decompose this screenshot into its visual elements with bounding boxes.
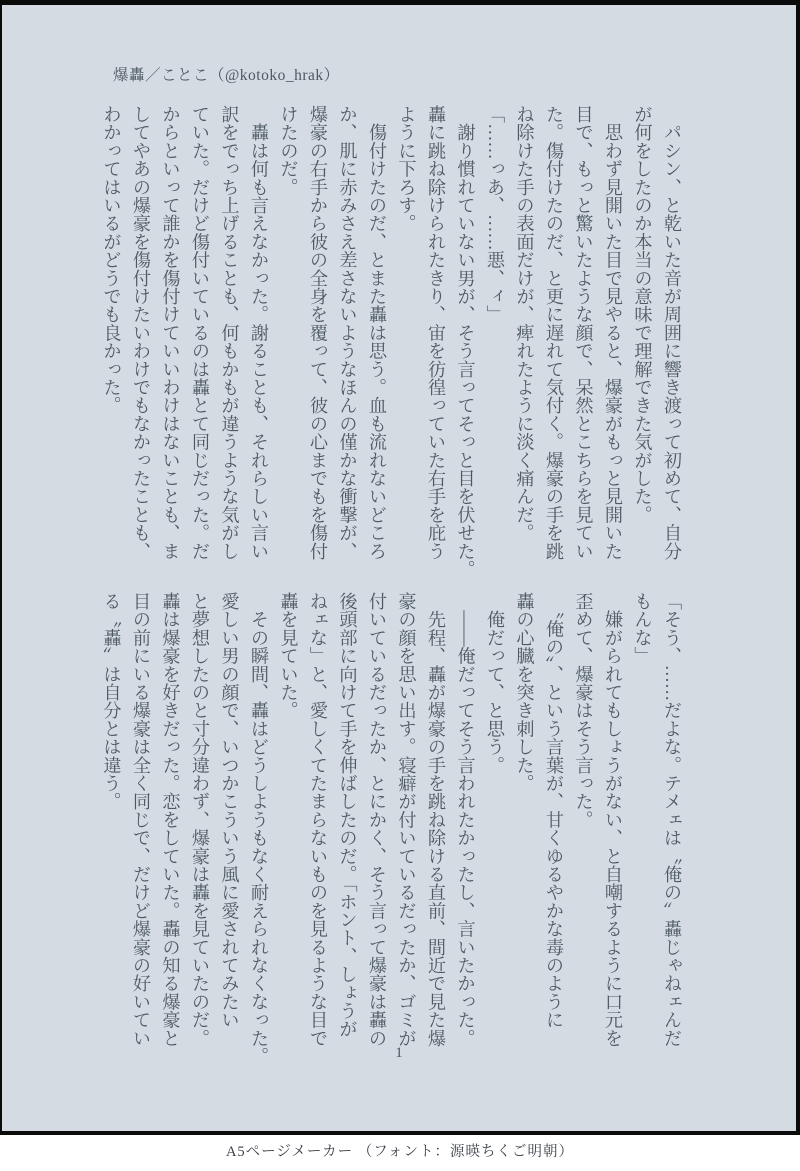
generator-note: A5ページメーカー （フォント：源暎ちくご明朝） <box>0 1140 800 1161</box>
text-line: 謝り慣れていない男が、そう言ってそっと目を伏せた。 <box>455 105 476 579</box>
text-line: からといって誰かを傷付けていいわけはないことも、ま <box>160 105 181 560</box>
text-line: パシン、と乾いた音が周囲に響き渡って初めて、自分 <box>662 105 682 560</box>
text-line: 目の前にいる爆豪は全く同じで、だけど爆豪の好いてい <box>131 592 151 1047</box>
text-block-upper <box>96 105 686 581</box>
text-line: けたのだ。 <box>278 105 299 196</box>
text-line: 付いているだったか、とにかく、そう言って爆豪は轟の <box>367 592 387 1047</box>
text-line: 轟は爆豪を好きだった。恋をしていた。轟の知る爆豪と <box>160 592 181 1047</box>
text-line: 訳をでっち上げることも、何もかもが違うような気がし <box>219 105 240 560</box>
text-line: 轟の心臓を突き刺した。 <box>514 592 535 793</box>
page-title: 爆轟／ことこ（@kotoko_hrak） <box>113 67 340 84</box>
text-line: ――俺だってそう言われたかったし、言いたかった。 <box>455 592 476 1047</box>
text-line: た。傷付けたのだ、と更に遅れて気付く。爆豪の手を跳 <box>544 105 564 560</box>
text-line: と夢想したのと寸分違わず、爆豪は轟を見ていたのだ。 <box>190 592 210 1047</box>
text-line: その瞬間、轟はどうしようもなく耐えられなくなった。 <box>249 592 269 1066</box>
text-line: 「……っあ、……悪、ィ」 <box>485 105 505 324</box>
text-block-lower <box>96 592 686 1068</box>
text-line: 豪の顔を思い出す。寝癖が付いているだったか、ゴミが <box>396 592 417 1047</box>
text-line: 嫌がられてもしょうがない、と自嘲するように口元を <box>603 592 623 1047</box>
text-line: 爆豪の右手から彼の全身を覆って、彼の心までもを傷付 <box>308 105 328 560</box>
text-line: してやあの爆豪を傷付けたいわけでもなかったことも、 <box>131 105 151 560</box>
text-line: 後頭部に向けて手を伸ばしたのだ。「ホント、しょうが <box>337 592 358 1038</box>
text-line: わかってはいるがどうでも良かった。 <box>101 105 122 415</box>
text-line: か、肌に赤みさえ差さないようなほんの僅かな衝撃が、 <box>337 105 358 560</box>
text-line: 〝俺の〟、という言葉が、甘くゆるやかな毒のように <box>544 592 564 1029</box>
text-line: ねェな」と、愛しくてたまらないものを見るような目で <box>308 592 328 1047</box>
text-line: る〝轟〟は自分とは違う。 <box>101 592 122 811</box>
text-line: ね除けた手の表面だけが、痺れたように淡く痛んだ。 <box>514 105 535 542</box>
text-line: 轟は何も言えなかった。謝ることも、それらしい言い <box>249 105 269 560</box>
text-line: 歪めて、爆豪はそう言った。 <box>573 592 594 829</box>
text-line: ていた。だけど傷付いているのは轟とて同じだった。だ <box>190 105 210 560</box>
text-line: 轟に跳ね除けられたきり、宙を彷徨っていた右手を庇う <box>426 105 446 560</box>
text-line: 「そう、……だよな。テメェは〝俺の〟轟じゃねェんだ <box>662 592 682 1047</box>
text-line: ように下ろす。 <box>396 105 417 233</box>
text-line: 愛しい男の顔で、いつかこういう風に愛されてみたい <box>219 592 240 1029</box>
text-line: 轟を見ていた。 <box>278 592 299 720</box>
page-number: 1 <box>395 1045 403 1061</box>
text-line: 思わず見開いた目で見やると、爆豪がもっと見開いた <box>603 105 623 560</box>
text-line: もんな」 <box>632 592 653 665</box>
text-line: 傷付けたのだ、とまた轟は思う。血も流れないどころ <box>367 105 387 560</box>
text-line: 俺だって、と思う。 <box>485 592 505 774</box>
text-line: 先程、轟が爆豪の手を跳ね除ける直前、間近で見た爆 <box>426 592 446 1047</box>
text-line: が何をしたのか本当の意味で理解できた気がした。 <box>632 105 653 524</box>
text-line: 目で、もっと驚いたような顔で、呆然とこちらを見てい <box>573 105 594 560</box>
